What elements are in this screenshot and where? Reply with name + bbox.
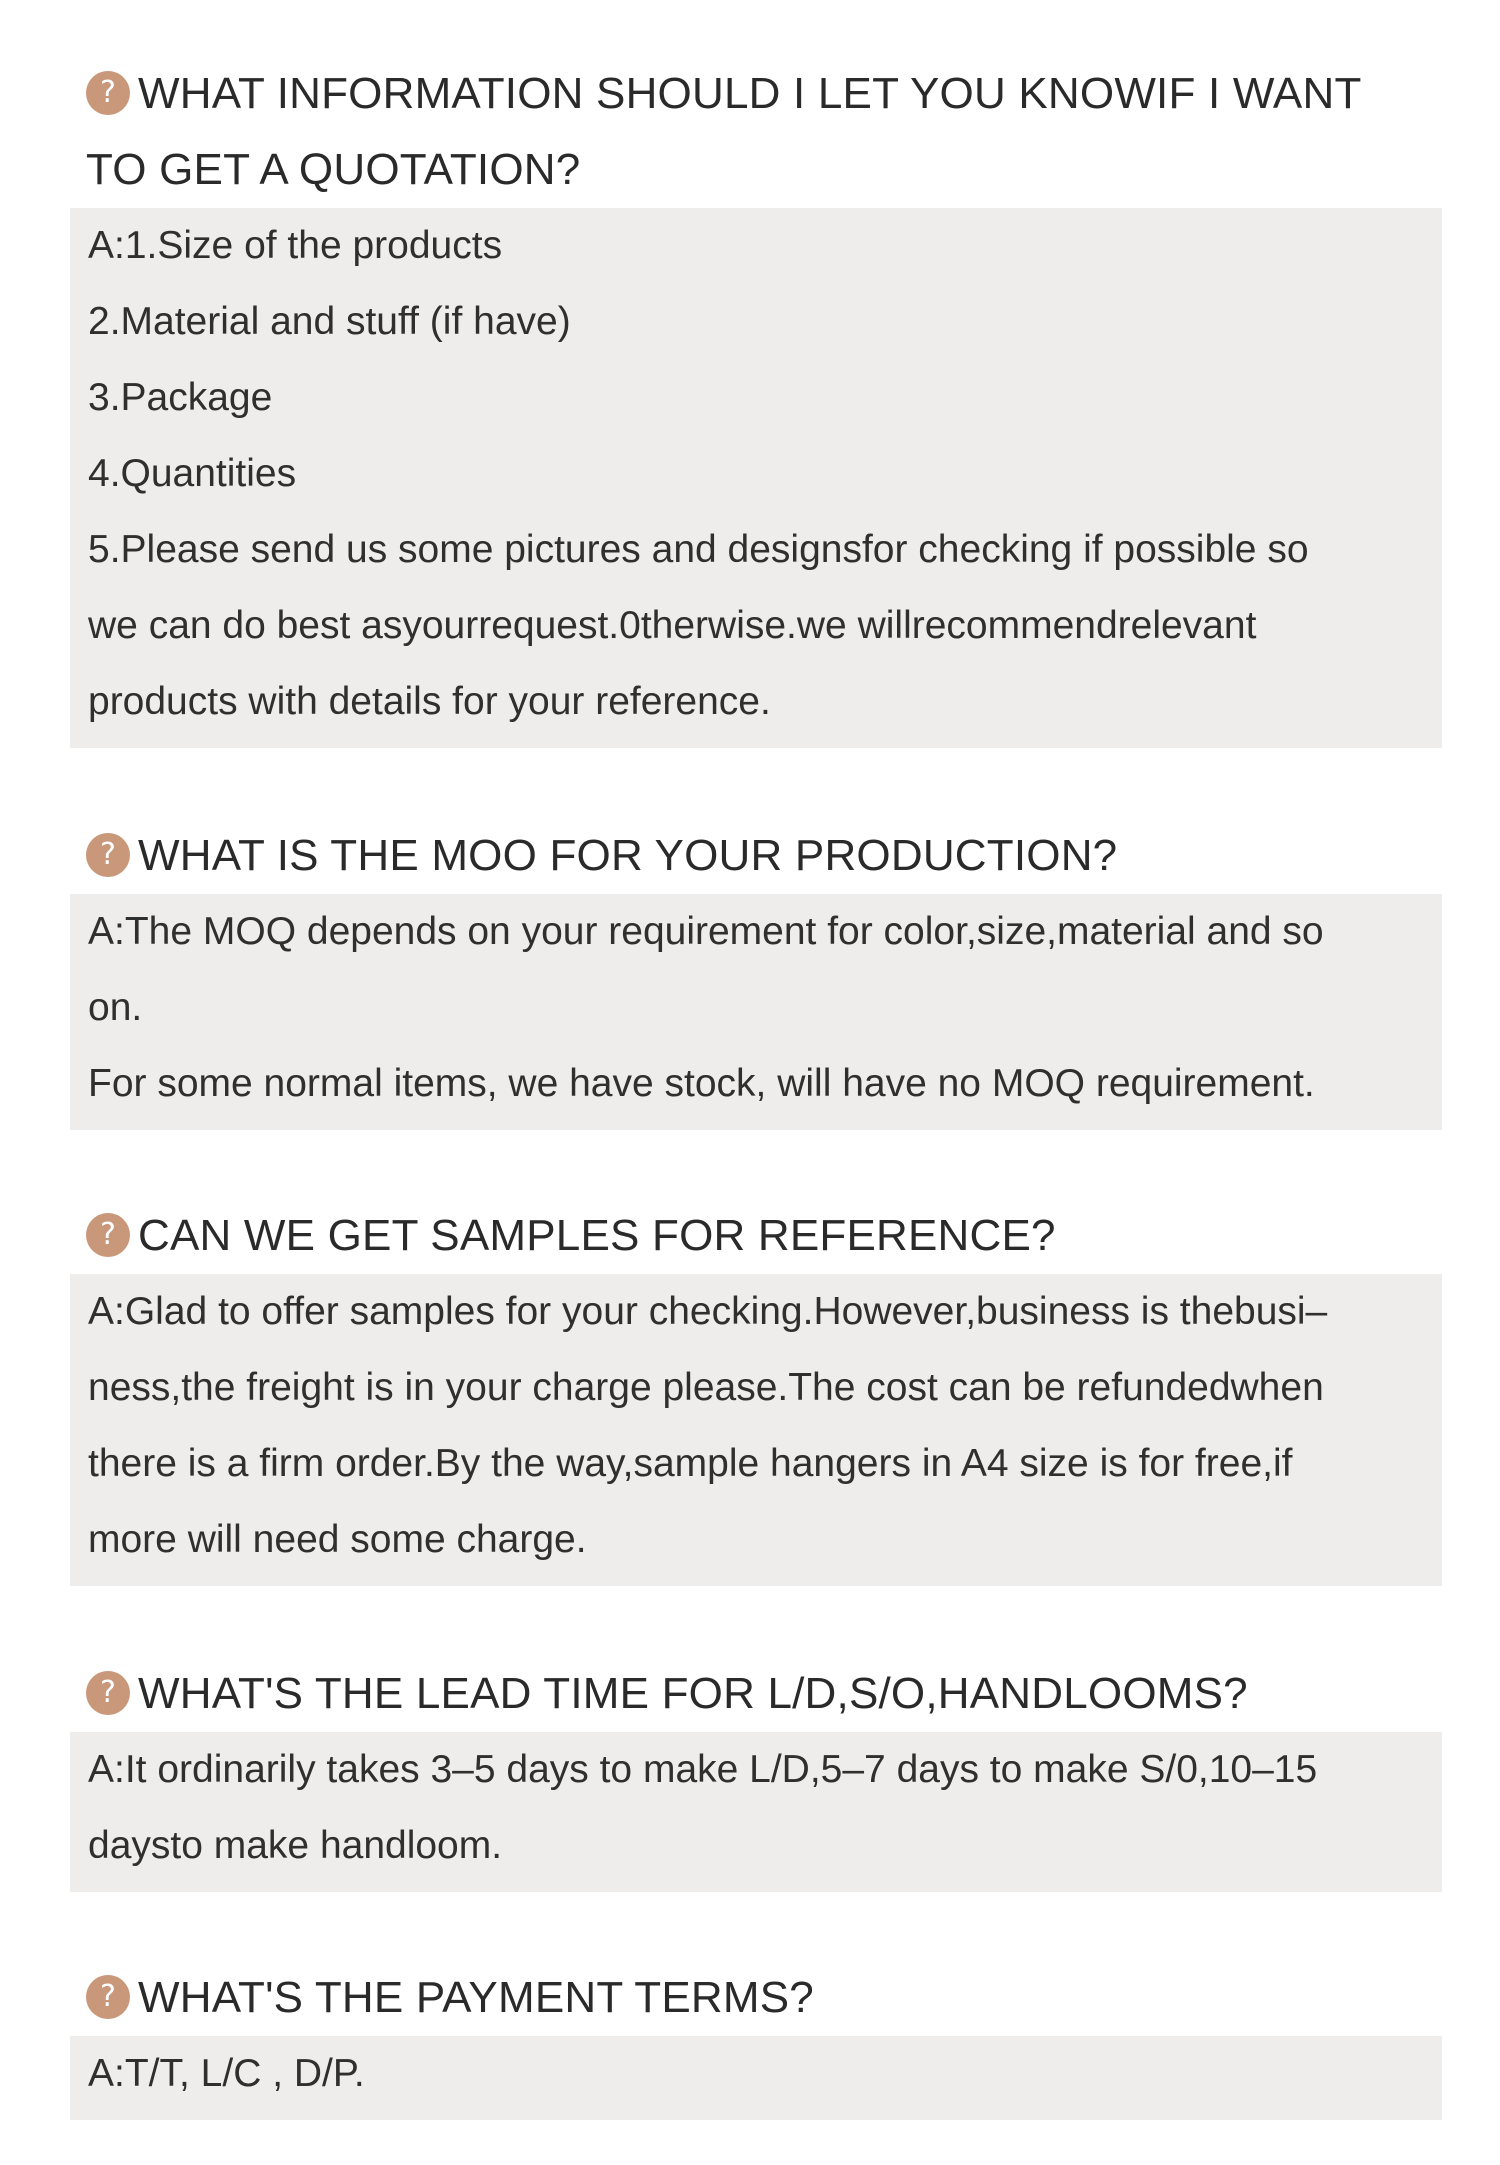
question-mark-icon: ?: [86, 1213, 130, 1257]
faq-answer-box: [70, 2036, 1442, 2120]
faq-item-moq: [0, 818, 1500, 1130]
answer-line: A:The MOQ depends on your requirement for color,size,material and so: [88, 910, 1324, 953]
faq-question: [86, 1960, 1446, 2036]
answer-line: there is a firm order.By the way,sample hangers in A4 size is for free,if: [88, 1442, 1293, 1485]
answer-line: products with details for your reference.: [88, 680, 771, 723]
question-text-line: WHAT INFORMATION SHOULD I LET YOU KNOWIF I WANT: [138, 69, 1362, 118]
faq-answer-box: [70, 1732, 1442, 1892]
answer-line: A:It ordinarily takes 3–5 days to make L/D,5–7 days to make S/0,10–15: [88, 1748, 1318, 1791]
answer-line: For some normal items, we have stock, will have no MOQ requirement.: [88, 1062, 1315, 1105]
faq-item-payment-terms: [0, 1960, 1500, 2120]
answer-line: 3.Package: [88, 376, 273, 419]
faq-question: [86, 818, 1446, 894]
faq-item-samples: [0, 1198, 1500, 1586]
faq-answer-box: [70, 894, 1442, 1130]
faq-answer-box: [70, 1274, 1442, 1586]
answer-line: 5.Please send us some pictures and designsfor checking if possible so: [88, 528, 1309, 571]
answer-line: 4.Quantities: [88, 452, 297, 495]
answer-line: A:T/T, L/C , D/P.: [88, 2052, 365, 2095]
answer-line: daysto make handloom.: [88, 1824, 503, 1867]
faq-answer-box: [70, 208, 1442, 748]
answer-line: A:1.Size of the products: [88, 224, 503, 267]
question-mark-icon: ?: [86, 1671, 130, 1715]
faq-question: [86, 1198, 1446, 1274]
question-text-line: WHAT'S THE PAYMENT TERMS?: [138, 1973, 814, 2022]
question-mark-icon: ?: [86, 1975, 130, 2019]
question-text-line: WHAT'S THE LEAD TIME FOR L/D,S/O,HANDLOOMS?: [138, 1669, 1248, 1718]
answer-line: on.: [88, 986, 143, 1029]
faq-question: [86, 56, 1446, 208]
question-mark-icon: ?: [86, 833, 130, 877]
answer-line: we can do best asyourrequest.0therwise.we willrecommendrelevant: [88, 604, 1257, 647]
answer-line: A:Glad to offer samples for your checking.However,business is thebusi–: [88, 1290, 1328, 1333]
answer-line: ness,the freight is in your charge please.The cost can be refundedwhen: [88, 1366, 1324, 1409]
faq-item-quotation: [0, 56, 1500, 748]
faq-question: [86, 1656, 1446, 1732]
answer-line: 2.Material and stuff (if have): [88, 300, 571, 343]
faq-item-lead-time: [0, 1656, 1500, 1892]
question-text-line: CAN WE GET SAMPLES FOR REFERENCE?: [138, 1211, 1056, 1260]
question-text-line: WHAT IS THE MOO FOR YOUR PRODUCTION?: [138, 831, 1118, 880]
answer-line: more will need some charge.: [88, 1518, 587, 1561]
question-text-line: TO GET A QUOTATION?: [86, 145, 581, 194]
question-mark-icon: ?: [86, 71, 130, 115]
